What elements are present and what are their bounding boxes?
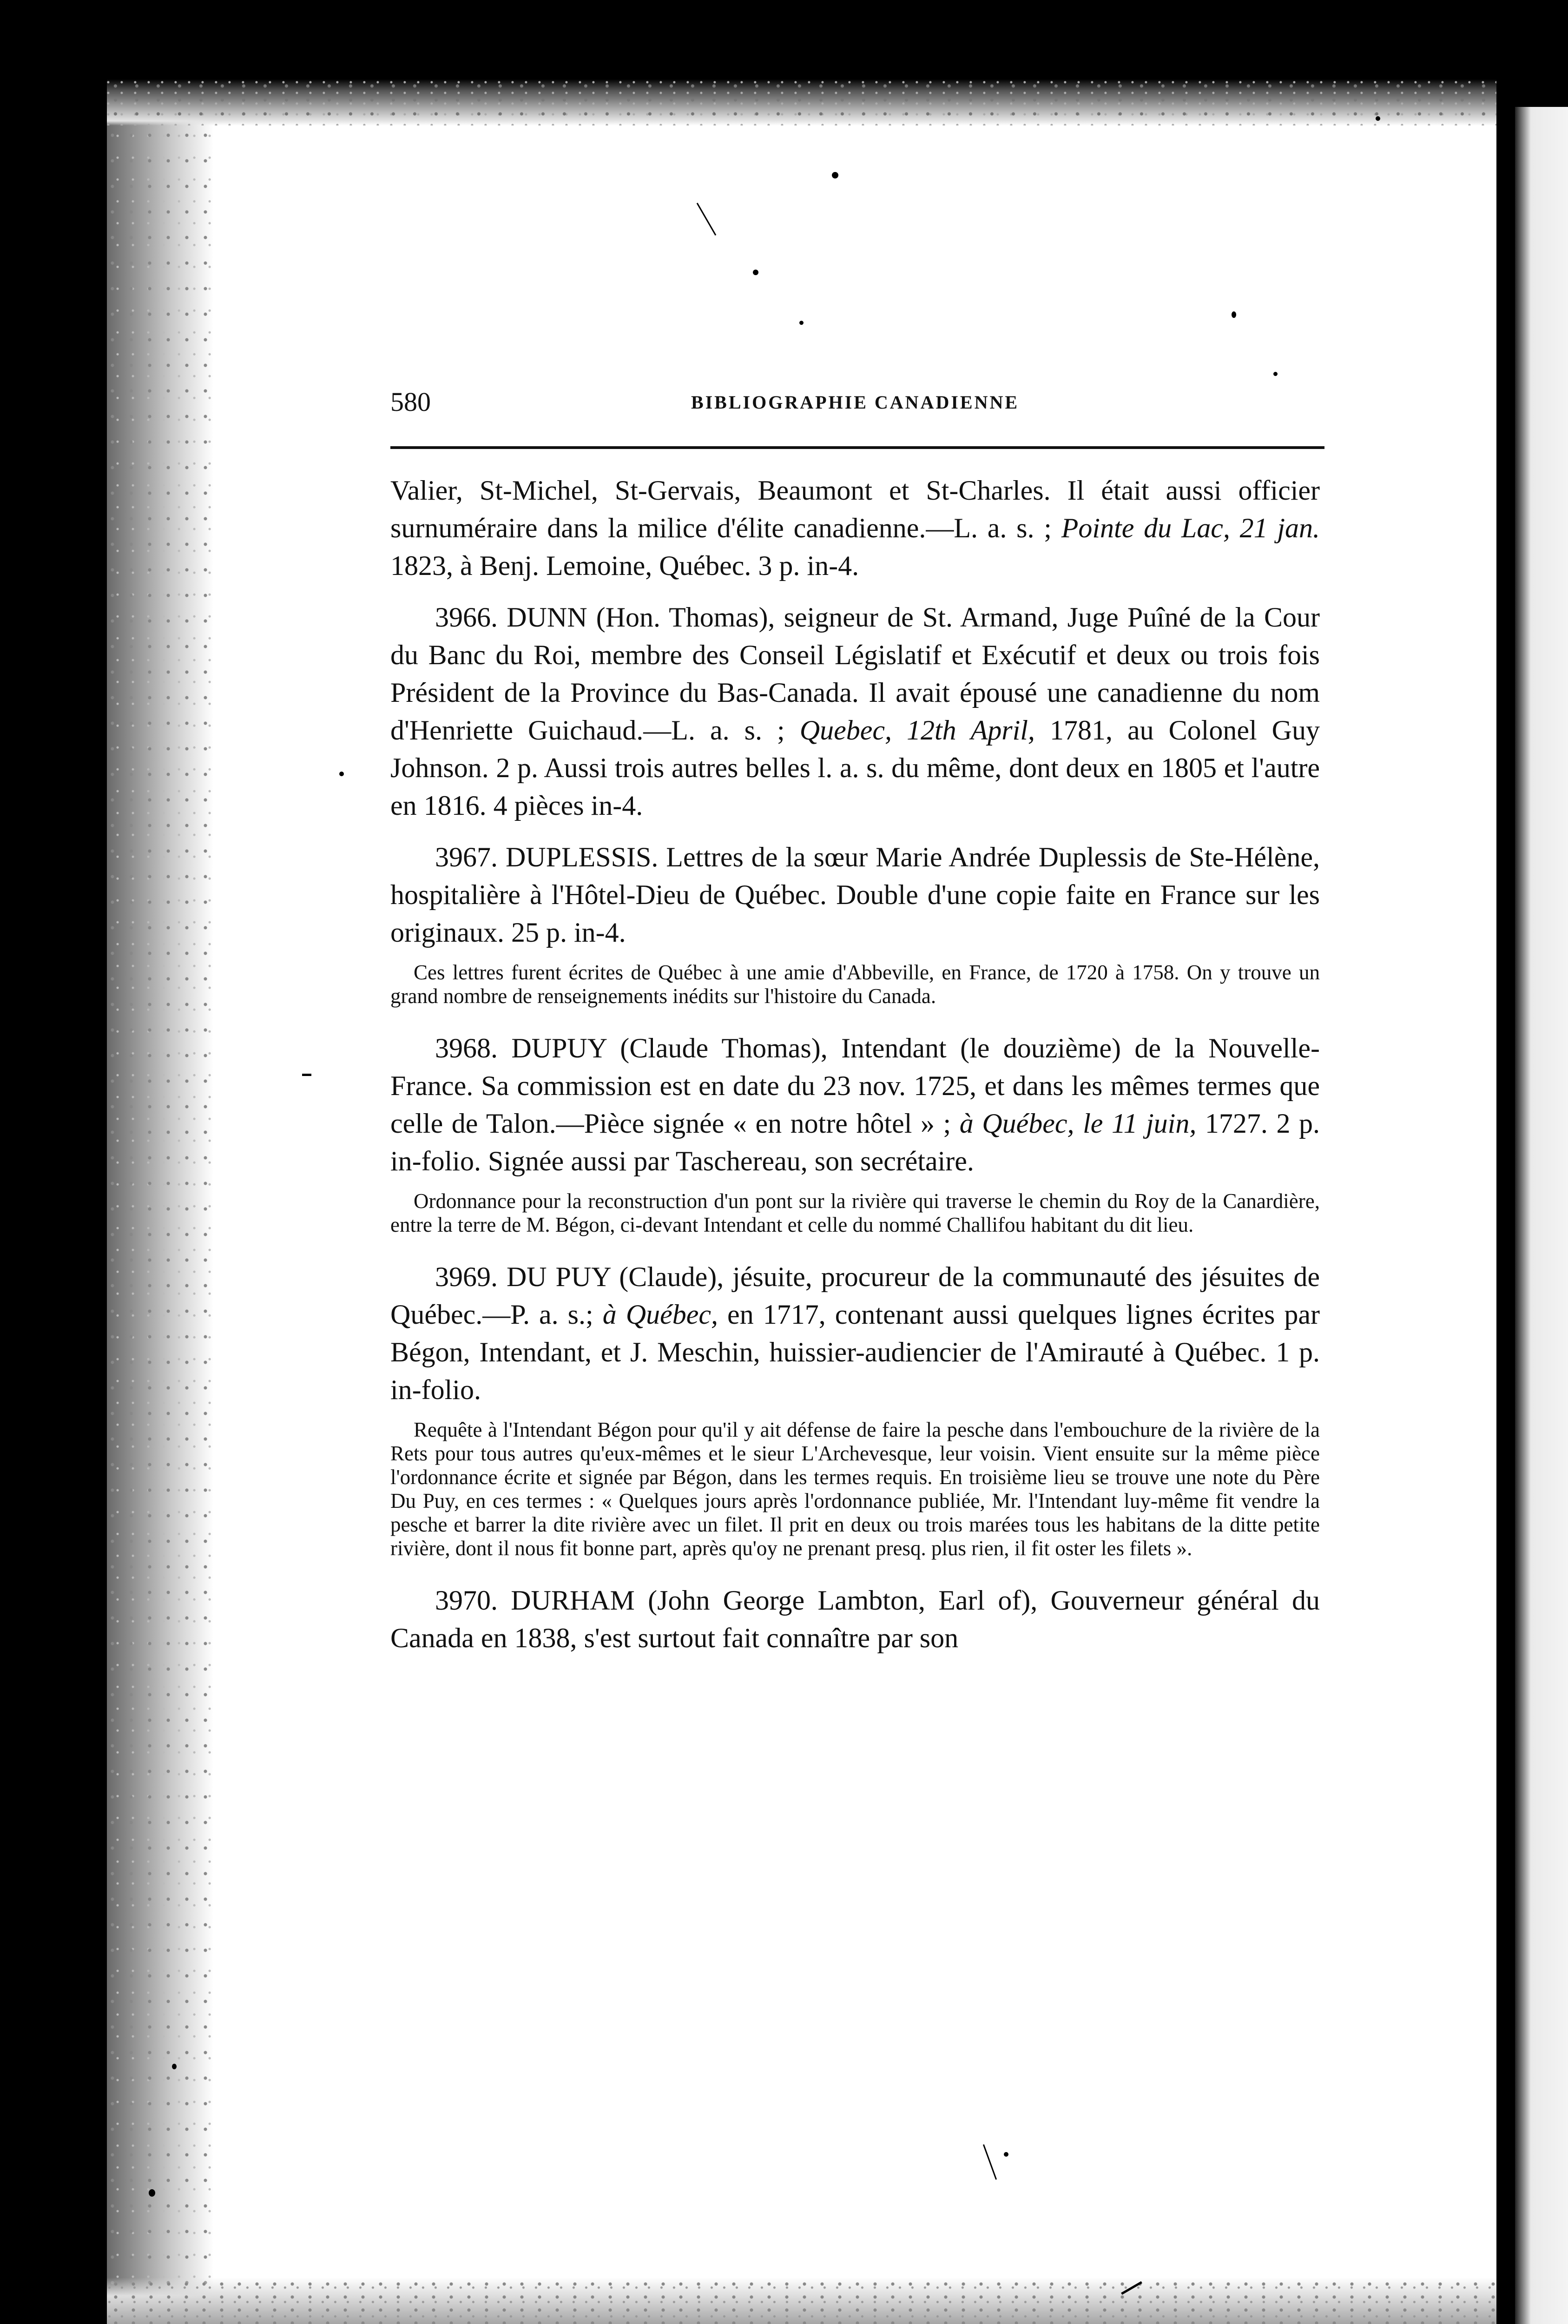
entry-heading: DUPUY [511,1033,606,1063]
header-rule [390,446,1324,449]
scan-speck [832,172,838,178]
entry-number: 3966. [435,602,498,633]
entry-text: Lettres de la sœur Marie Andrée Duplessis de Ste-Hélène, hospitalière à l'Hôtel-Dieu de Québec. Double d'une copie faite en France sur les originaux. 25 p. in-4. [390,842,1320,948]
entry-3969 [390,1258,1320,1409]
scan-noise-left [107,79,214,2324]
entry-heading: DUNN [507,602,587,633]
entry-text: (Claude Thomas), Intendant (le douzième) de la Nouvelle-France. Sa commission est en date du 23 nov. 1725, et dans les mêmes termes que celle de Talon.—Pièce signée « en notre hôtel » ; [390,1033,1320,1139]
scan-noise-bottom [107,2278,1496,2324]
entry-heading: DUPLESSIS. [505,842,659,872]
entry-text-tail: 1781, au Colonel Guy Johnson. 2 p. Aussi trois autres belles l. a. s. du même, dont deux en 1805 et l'autre en 1816. 4 pièces in-4. [390,715,1320,821]
continuation-text: Valier, St-Michel, St-Gervais, Beaumont et St-Charles. Il était aussi officier surnuméraire dans la milice d'élite canadienne.—L. a. s. ; [390,475,1320,543]
entry-place-date: à Québec, [602,1299,718,1330]
scan-mark [697,203,717,236]
continuation-paragraph [390,472,1320,585]
scan-speck [1004,2152,1008,2157]
scan-mark [302,1074,311,1076]
entry-place-date: à Québec, le 11 juin, [959,1108,1197,1139]
scan-noise-top [107,79,1496,125]
running-title: BIBLIOGRAPHIE CANADIENNE [691,392,1020,413]
continuation-tail: 1823, à Benj. Lemoine, Québec. 3 p. in-4. [390,550,859,581]
entry-number: 3968. [435,1033,498,1063]
page-content [390,386,1320,1653]
scan-mark [983,2144,997,2179]
scan-speck [1376,116,1380,121]
entry-number: 3970. [435,1585,498,1616]
scan-speck [172,2064,177,2069]
entry-3966 [390,599,1320,825]
entry-3967 [390,838,1320,951]
page-header [390,386,1320,437]
entry-number: 3967. [435,842,498,872]
entry-heading: DURHAM [511,1585,635,1616]
scan-speck [1273,372,1278,376]
continuation-place-date: Pointe du Lac, 21 jan. [1061,513,1320,543]
entry-place-date: Quebec, 12th April, [799,715,1035,746]
scan-speck [799,321,804,325]
scan-speck [149,2189,155,2197]
entry-text: (Claude), jésuite, procureur de la communauté des jésuites de Québec.—P. a. s.; [390,1261,1320,1330]
scan-speck [339,772,344,776]
entry-3968-note: Ordonnance pour la reconstruction d'un pont sur la rivière qui traverse le chemin du Roy de la Canardière, entre la terre de M. Bégon, ci-devant Intendant et celle du nommé Challifou habitant du dit lieu. [390,1189,1320,1236]
page-number: 580 [390,387,431,417]
scan-speck [753,270,758,275]
adjacent-page-edge [1515,107,1568,2324]
entry-3970 [390,1582,1320,1657]
entry-heading: DU PUY [506,1261,611,1292]
entry-text: (Hon. Thomas), seigneur de St. Armand, Juge Puîné de la Cour du Banc du Roi, membre des Conseil Législatif et Exécutif et deux ou trois fois Président de la Province du Bas-Canada. Il avait épousé une canadienne du nom d'Henriette Guichaud.—L. a. s. ; [390,602,1320,746]
page-body [390,472,1320,1671]
scan-speck [1232,311,1236,318]
entry-number: 3969. [435,1261,498,1292]
entry-3968 [390,1030,1320,1180]
entry-text-tail: 1727. 2 p. in-folio. Signée aussi par Taschereau, son secrétaire. [390,1108,1320,1176]
entry-text-tail: en 1717, contenant aussi quelques lignes écrites par Bégon, Intendant, et J. Meschin, huissier-audiencier de l'Amirauté à Québec. 1 p. in-folio. [390,1299,1320,1405]
entry-3969-note: Requête à l'Intendant Bégon pour qu'il y ait défense de faire la pesche dans l'embouchure de la rivière de la Rets pour tous autres qu'eux-mêmes et le sieur L'Archevesque, leur voisin. Vient ensuite sur la même pièce l'ordonnance écrite et signée par Bégon, dans les termes requis. En troisième lieu se trouve une note du Père Du Puy, en ces termes : « Quelques jours après l'ordonnance publiée, Mr. l'Intendant luy-même fit vendre la pesche et barrer la dite rivière avec un filet. Il prit en deux ou trois marées tous les habitans de la ditte petite rivière, dont il nous fit bonne part, après qu'oy ne prenant presq. plus rien, il fit oster les filets ». [390,1418,1320,1560]
entry-text: (John George Lambton, Earl of), Gouverneur général du Canada en 1838, s'est surtout fait connaître par son [390,1585,1320,1653]
entry-3967-note: Ces lettres furent écrites de Québec à une amie d'Abbeville, en France, de 1720 à 1758. On y trouve un grand nombre de renseignements inédits sur l'histoire du Canada. [390,961,1320,1008]
